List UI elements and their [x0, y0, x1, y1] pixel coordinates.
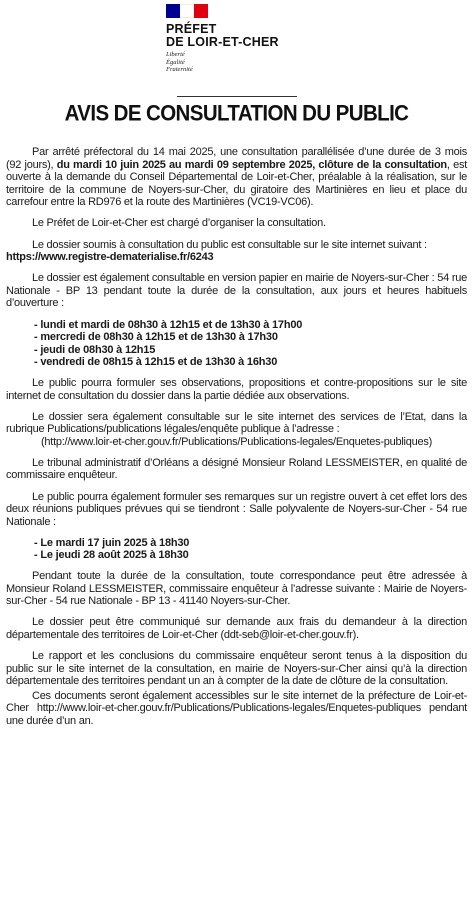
list-item: - lundi et mardi de 08h30 à 12h15 et de 13h30 à 17h00	[34, 318, 303, 331]
header-divider	[177, 96, 297, 97]
state-website-text: Le dossier sera également consultable sur le site internet des services de l’Etat, dans la rubrique Publications/publications légales/enquête publique à l’adresse :	[6, 410, 467, 436]
paragraph-report: Le rapport et les conclusions du commissaire enquêteur seront tenus à la disposition du public sur le site internet de la consultation, en mairie de Noyers-sur-Cher ainsi qu’à la direction départementale des territoires pendant un an à compter de la date de clôture de la consultation.	[6, 650, 467, 688]
registry-link[interactable]: https://www.registre-dematerialise.fr/6243	[6, 251, 214, 264]
logo-department-text: DE LOIR-ET-CHER	[166, 35, 279, 49]
paragraph-prefect: Le Préfet de Loir-et-Cher est chargé d’organiser la consultation.	[32, 217, 326, 230]
paragraph-online-dossier	[6, 239, 467, 264]
list-item: - jeudi de 08h30 à 12h15	[34, 343, 156, 356]
logo-prefet-text: PRÉFET	[166, 22, 217, 36]
list-item: - vendredi de 08h15 à 12h15 et de 13h30 à 16h30	[34, 356, 278, 369]
paragraph-paper-dossier: Le dossier est également consultable en version papier en mairie de Noyers-sur-Cher : 54 rue Nationale - BP 13 pendant toute la durée de la consultation, aux jours et heures habituels d’ouverture :	[6, 272, 467, 310]
motto-fraternite: Fraternité	[166, 66, 193, 73]
list-item: - Le mardi 17 juin 2025 à 18h30	[34, 536, 190, 549]
paragraph-state-website	[6, 411, 467, 449]
notice-title: AVIS DE CONSULTATION DU PUBLIC	[64, 100, 409, 127]
notice-body	[6, 146, 467, 736]
opening-hours-list	[34, 319, 467, 369]
paragraph-meetings: Le public pourra également formuler ses remarques sur un registre ouvert à cet effet lors des deux réunions publiques prévues qui se tiendront : Salle polyvalente de Noyers-sur-Cher - 54 rue Nationale :	[6, 490, 467, 528]
meeting-dates-list	[34, 537, 467, 562]
paragraph-request-copy: Le dossier peut être communiqué sur demande aux frais du demandeur à la direction départementale des territoires de Loir-et-Cher (ddt-seb@loir-et-cher.gouv.fr).	[6, 616, 467, 641]
motto-egalite: Égalité	[166, 58, 185, 66]
state-website-link[interactable]: (http://www.loir-et-cher.gouv.fr/Publications/Publications-legales/Enquetes-publiques)	[40, 435, 432, 448]
prefecture-logo	[163, 4, 303, 74]
paragraph-decree	[6, 146, 467, 209]
paragraph-documents-online: Ces documents seront également accessibles sur le site internet de la préfecture de Loir-et-Cher http://www.loir-et-cher.gouv.fr/Publications/Publications-legales/Enquetes-publiques pendant une durée d’un an.	[6, 689, 467, 727]
decree-text-a: Par arrêté préfectoral du 14 mai 2025, une consultation parallélisée d’une durée de 3 mois (92 jours),	[6, 146, 467, 171]
french-flag-icon	[166, 4, 208, 18]
list-item: - mercredi de 08h30 à 12h15 et de 13h30 à 17h30	[34, 331, 278, 344]
paragraph-correspondence: Pendant toute la durée de la consultation, toute correspondance peut être adressée à Monsieur Roland LESSMEISTER, commissaire enquêteur à l’adresse suivante : Mairie de Noyers-sur-Cher - 54 rue Nationale - BP 13 - 41140 Noyers-sur-Cher.	[6, 570, 467, 608]
paragraph-observations: Le public pourra formuler ses observations, propositions et contre-propositions sur le site internet de consultation du dossier dans la partie dédiée aux observations.	[6, 376, 467, 402]
decree-text-c: , est ouverte à la demande du Conseil Départemental de Loir-et-Cher, préalable à la réalisation, sur le territoire de la commune de Noyers-sur-Cher, du giratoire des Martinières en lieu et place du carrefour entre la RD976 et la route des Martinières (VC19-VC06).	[6, 158, 468, 209]
republic-motto	[166, 51, 303, 74]
motto-liberte: Liberté	[166, 51, 185, 58]
consultation-dates: du mardi 10 juin 2025 au mardi 09 septembre 2025, clôture de la consultation	[56, 158, 447, 171]
list-item: - Le jeudi 28 août 2025 à 18h30	[34, 549, 189, 562]
online-dossier-text: Le dossier soumis à consultation du public est consultable sur le site internet suivant :	[32, 238, 427, 251]
paragraph-commissioner: Le tribunal administratif d’Orléans a désigné Monsieur Roland LESSMEISTER, en qualité de commissaire enquêteur.	[6, 456, 467, 482]
